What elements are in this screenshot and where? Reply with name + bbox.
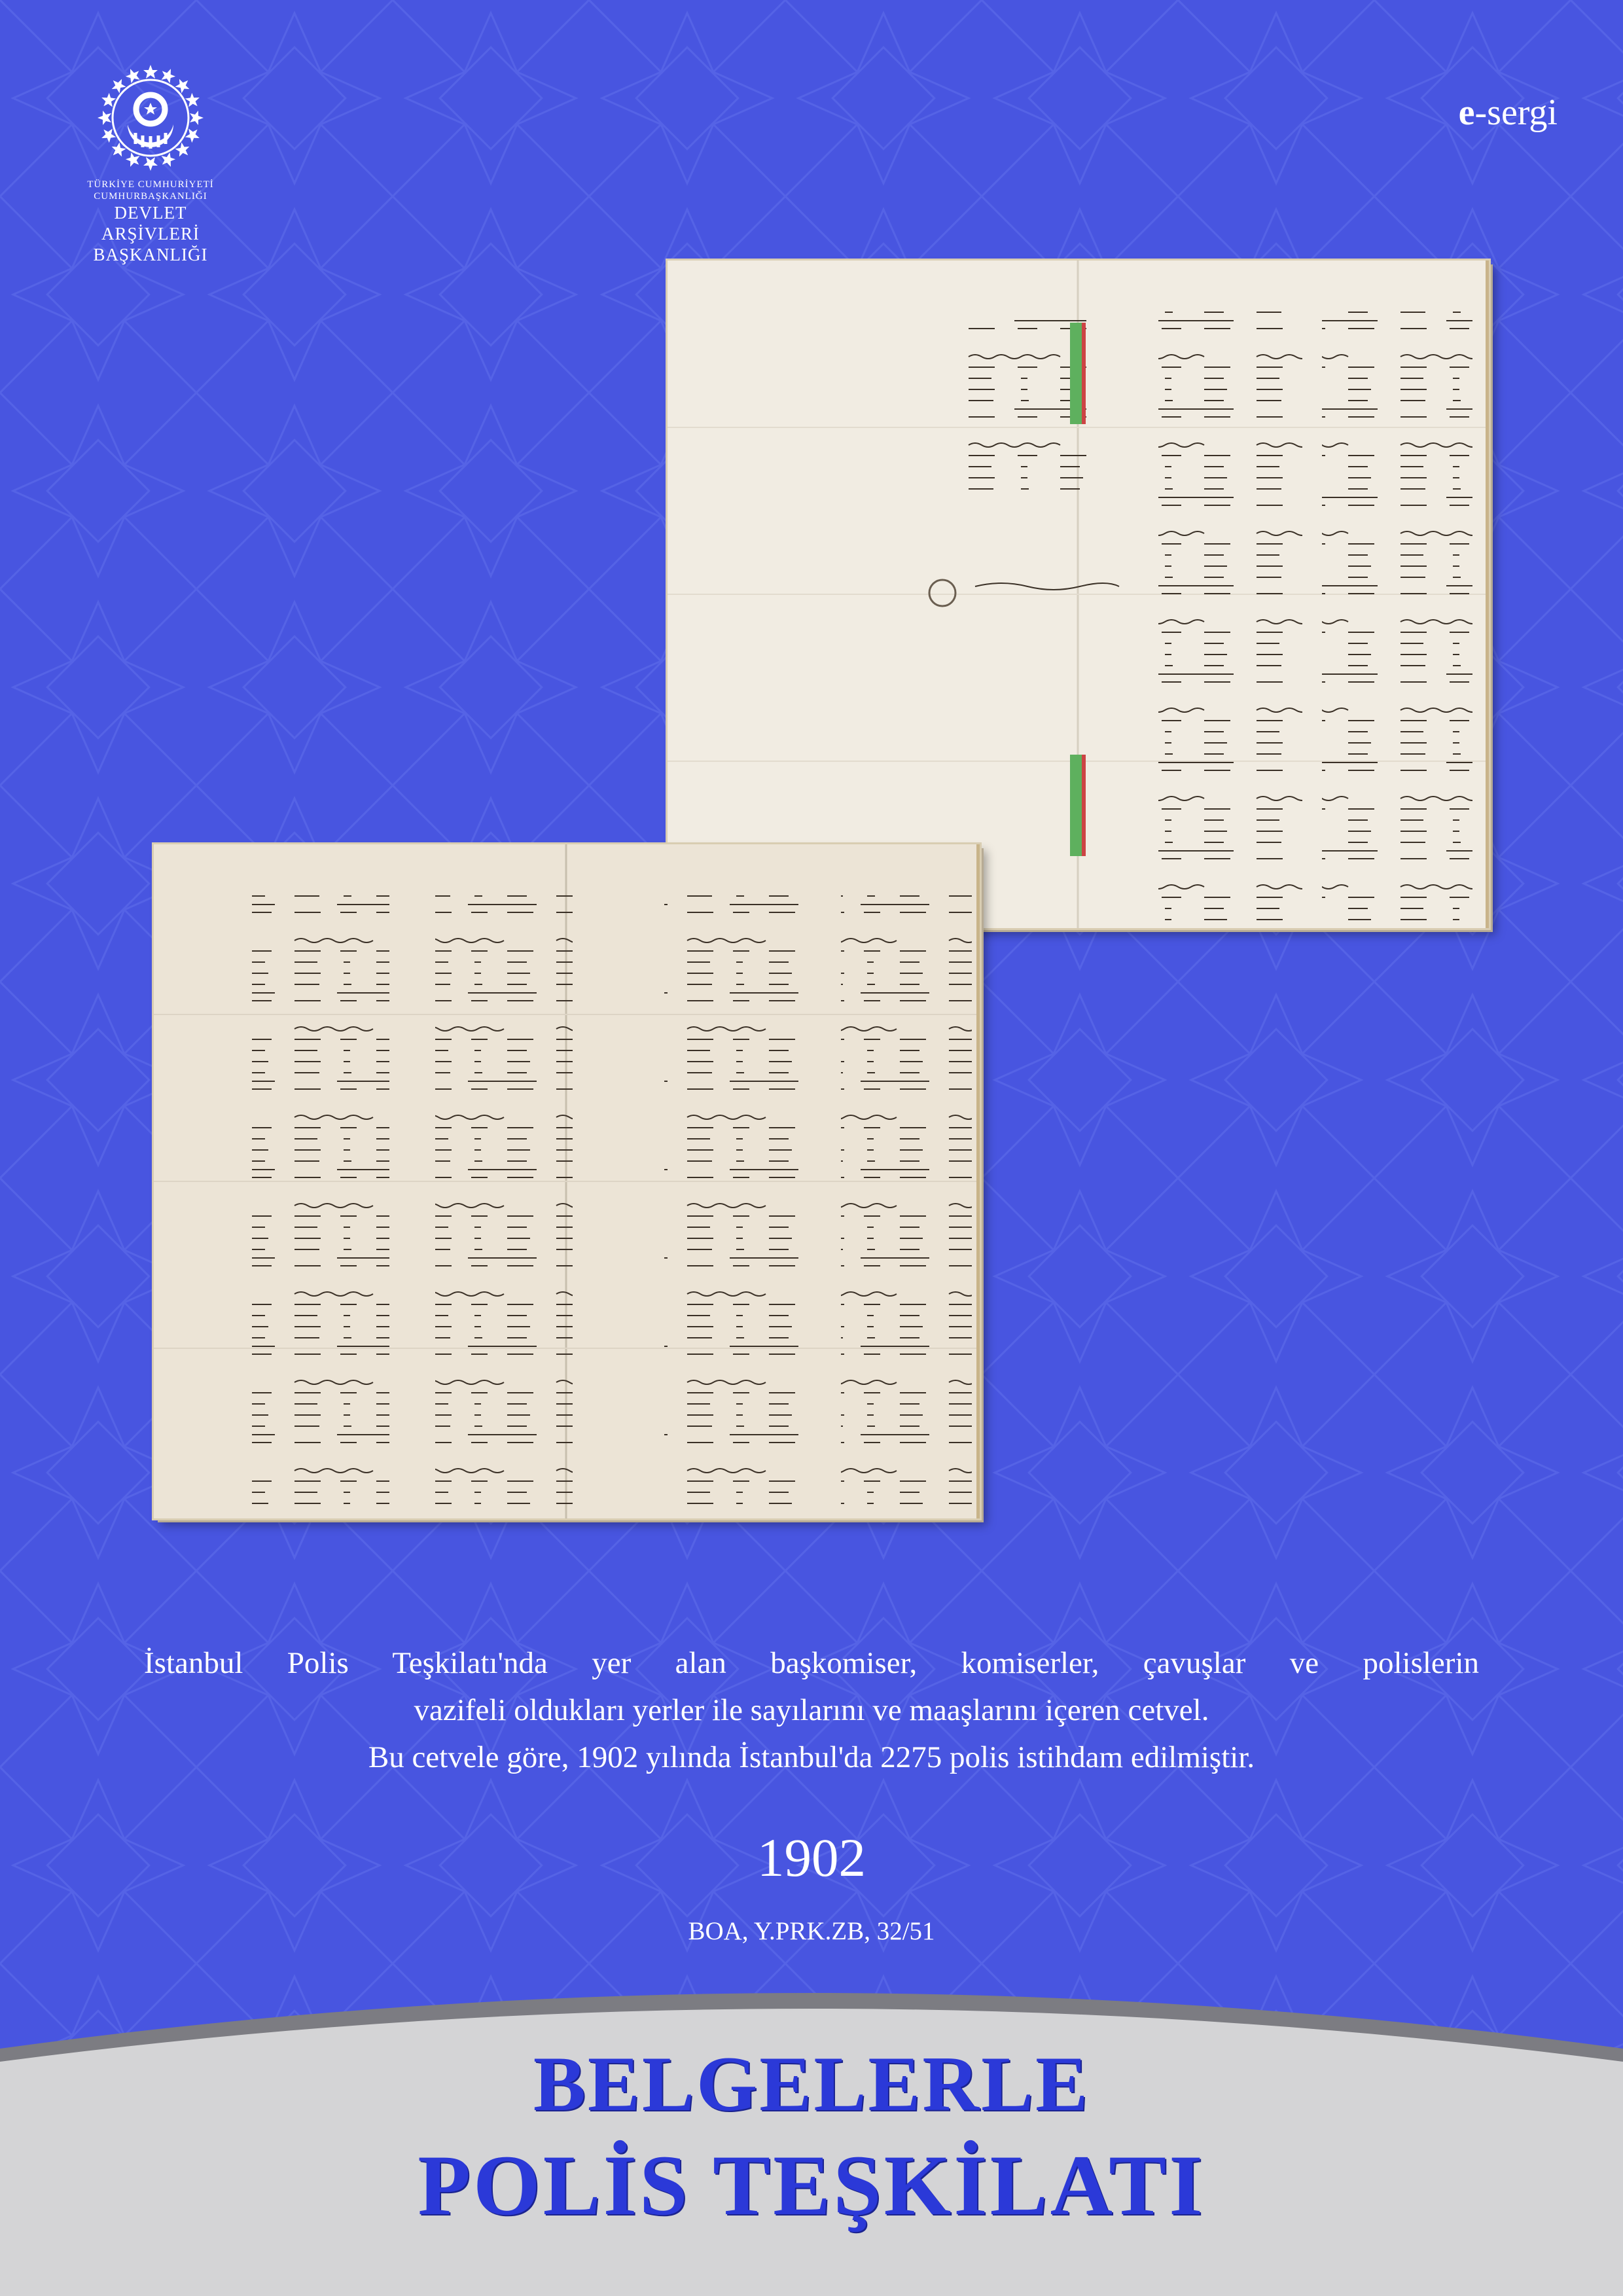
document-bottom-handwriting [154,844,980,1518]
logo-line-4: BAŞKANLIĞI [93,245,208,264]
logo-line-3: DEVLET ARŞİVLERİ [101,203,200,243]
exhibition-title-line-1: BELGELERLE [533,2040,1090,2127]
caption-line-1: İstanbul Polis Teşkilatı'nda yer alan başkomiser, komiserler, çavuşlar ve polislerin [144,1646,1479,1680]
document-year: 1902 [757,1827,866,1888]
archive-reference: BOA, Y.PRK.ZB, 32/51 [688,1917,935,1945]
document-top-handwriting [668,260,1489,928]
e-sergi-suffix: -sergi [1474,92,1558,133]
state-archives-emblem-icon [95,62,206,173]
logo-line-2: CUMHURBAŞKANLIĞI [94,191,207,202]
caption [144,1640,1479,1781]
caption-line-2: vazifeli oldukları yerler ile sayılarını ve maaşlarını içeren cetvel. [414,1693,1209,1727]
caption-line-3: Bu cetvele göre, 1902 yılında İstanbul'da 2275 polis istihdam edilmiştir. [368,1740,1255,1774]
e-sergi-link[interactable] [1459,92,1558,134]
title-banner [0,1964,1623,2296]
document-image-top[interactable] [668,260,1489,928]
e-sergi-prefix: e [1458,92,1475,133]
exhibition-title-line-2: POLİS TEŞKİLATI [418,2137,1205,2233]
document-image-bottom[interactable] [154,844,980,1518]
logo-line-1: TÜRKİYE CUMHURİYETİ [87,179,214,190]
archive-logo[interactable] [72,62,229,265]
